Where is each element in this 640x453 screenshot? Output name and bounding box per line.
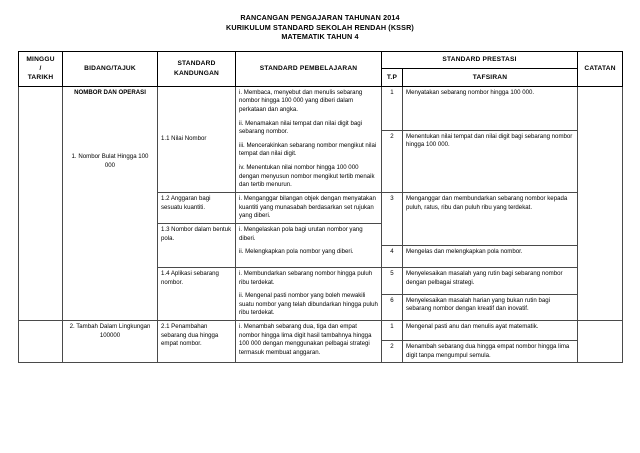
cell-tafsiran: Menganggar dan membundarkan sebarang nombor kepada puluh, ratus, ribu dan puluh ribu yang terdekat. — [403, 192, 578, 245]
learning-standard-item: i. Membaca, menyebut dan menulis sebarang nombor hingga 100 000 yang diberi dalam perkataan dan angka. — [239, 88, 363, 113]
learning-standard-item: i. Mengelaskan pola bagi urutan nombor yang diberi. — [239, 225, 363, 242]
cell-standard-kandungan: 1.2 Anggaran bagi sesuatu kuantiti. — [158, 192, 236, 223]
learning-standard-item: ii. Menamakan nilai tempat dan nilai digit bagi sebarang nombor. — [239, 119, 362, 136]
title-line-1: RANCANGAN PENGAJARAN TAHUNAN 2014 — [240, 13, 400, 22]
cell-tafsiran: Mengelas dan melengkapkan pola nombor. — [403, 245, 578, 267]
title-line-3: MATEMATIK TAHUN 4 — [281, 32, 359, 41]
header-kandungan-line1: STANDARD — [177, 60, 216, 68]
header-minggu-line1: MINGGU — [26, 55, 55, 63]
cell-catatan — [578, 86, 623, 321]
bidang-topic: 2. Tambah Dalam Lingkungan 100000 — [69, 323, 151, 339]
bidang-topic: 1. Nombor Bulat Hingga 100 000 — [71, 153, 149, 169]
cell-standard-pembelajaran — [236, 86, 382, 192]
cell-tp-level: 6 — [382, 294, 403, 321]
header-tp: T.P — [382, 69, 403, 87]
cell-catatan — [578, 321, 623, 363]
cell-minggu-tarikh — [19, 86, 63, 321]
cell-minggu-tarikh — [19, 321, 63, 363]
header-minggu — [19, 51, 63, 86]
cell-tafsiran: Menambah sebarang dua hingga empat nombor hingga lima digit tanpa mengumpul semula. — [403, 341, 578, 363]
cell-standard-pembelajaran — [236, 321, 382, 363]
table-row — [19, 321, 623, 341]
cell-tafsiran: Menyelesaikan masalah yang rutin bagi sebarang nombor dengan pelbagai strategi. — [403, 267, 578, 294]
cell-tp-level: 2 — [382, 341, 403, 363]
learning-standard-item: ii. Mengenal pasti nombor yang boleh mewakili suatu nombor yang telah dibundarkan hingga puluh ribu terdekat. — [239, 292, 378, 317]
cell-standard-kandungan: 1.3 Nombor dalam bentuk pola. — [158, 223, 236, 267]
header-standard-pembelajaran: STANDARD PEMBELAJARAN — [236, 51, 382, 86]
cell-tafsiran: Menyatakan sebarang nombor hingga 100 000. — [403, 86, 578, 130]
cell-tafsiran: Mengenal pasti anu dan menulis ayat matematik. — [403, 321, 578, 341]
cell-tp-level: 1 — [382, 321, 403, 341]
table-header — [19, 51, 623, 86]
learning-standard-item: i. Menambah sebarang dua, tiga dan empat nombor hingga lima digit hasil tambahnya hingga 100 000 dengan menggunakan pelbagai strategi termasuk membuat anggaran. — [239, 323, 372, 357]
cell-tp-level: 2 — [382, 130, 403, 192]
header-row-1 — [19, 51, 623, 69]
header-tafsiran: TAFSIRAN — [403, 69, 578, 87]
cell-tp-level: 5 — [382, 267, 403, 294]
cell-standard-kandungan: 1.4 Aplikasi sebarang nombor. — [158, 267, 236, 320]
yearly-plan-table-wrapper — [18, 51, 622, 364]
cell-standard-pembelajaran — [236, 267, 382, 320]
cell-tp-level: 1 — [382, 86, 403, 130]
cell-standard-pembelajaran — [236, 192, 382, 223]
table-row — [19, 86, 623, 108]
header-minggu-line2: / — [39, 64, 42, 72]
learning-standard-item: iv. Menentukan nilai nombor hingga 100 000 dengan menyusun nombor mengikut tertib menaik dan tertib menurun. — [239, 164, 375, 189]
cell-tp-level: 3 — [382, 192, 403, 245]
header-kandungan-line2: KANDUNGAN — [173, 69, 220, 77]
cell-bidang-tajuk — [63, 321, 158, 363]
header-minggu-line3: TARIKH — [27, 74, 54, 82]
bidang-heading: NOMBOR DAN OPERASI — [74, 88, 146, 96]
cell-tp-level: 4 — [382, 245, 403, 267]
cell-standard-pembelajaran — [236, 223, 382, 267]
learning-standard-item: iii. Mencerakinkan sebarang nombor mengikut nilai tempat dan nilai digit. — [239, 141, 377, 158]
header-standard-prestasi: STANDARD PRESTASI — [382, 51, 578, 69]
table-body — [19, 86, 623, 363]
header-bidang-tajuk: BIDANG/TAJUK — [63, 51, 158, 86]
title-line-2: KURIKULUM STANDARD SEKOLAH RENDAH (KSSR) — [226, 22, 414, 32]
learning-standard-item: ii. Melengkapkan pola nombor yang diberi. — [239, 248, 354, 256]
header-catatan: CATATAN — [578, 51, 623, 86]
header-standard-kandungan — [158, 51, 236, 86]
cell-tafsiran: Menyelesaikan masalah harian yang bukan rutin bagi sebarang nombor dengan kreatif dan inovatif. — [403, 294, 578, 321]
yearly-plan-table — [18, 51, 623, 364]
cell-standard-kandungan: 1.1 Nilai Nombor — [158, 86, 236, 192]
document-title-block — [0, 0, 640, 42]
cell-bidang-tajuk — [63, 86, 158, 321]
cell-tafsiran: Menentukan nilai tempat dan nilai digit bagi sebarang nombor hingga 100 000. — [403, 130, 578, 192]
learning-standard-item: i. Menganggar bilangan objek dengan menyatakan kuantiti yang munasabah berdasarkan set rujukan yang diberi. — [239, 194, 376, 220]
learning-standard-item: i. Membundarkan sebarang nombor hingga puluh ribu terdekat. — [239, 269, 373, 286]
cell-standard-kandungan: 2.1 Penambahan sebarang dua hingga empat nombor. — [158, 321, 236, 363]
